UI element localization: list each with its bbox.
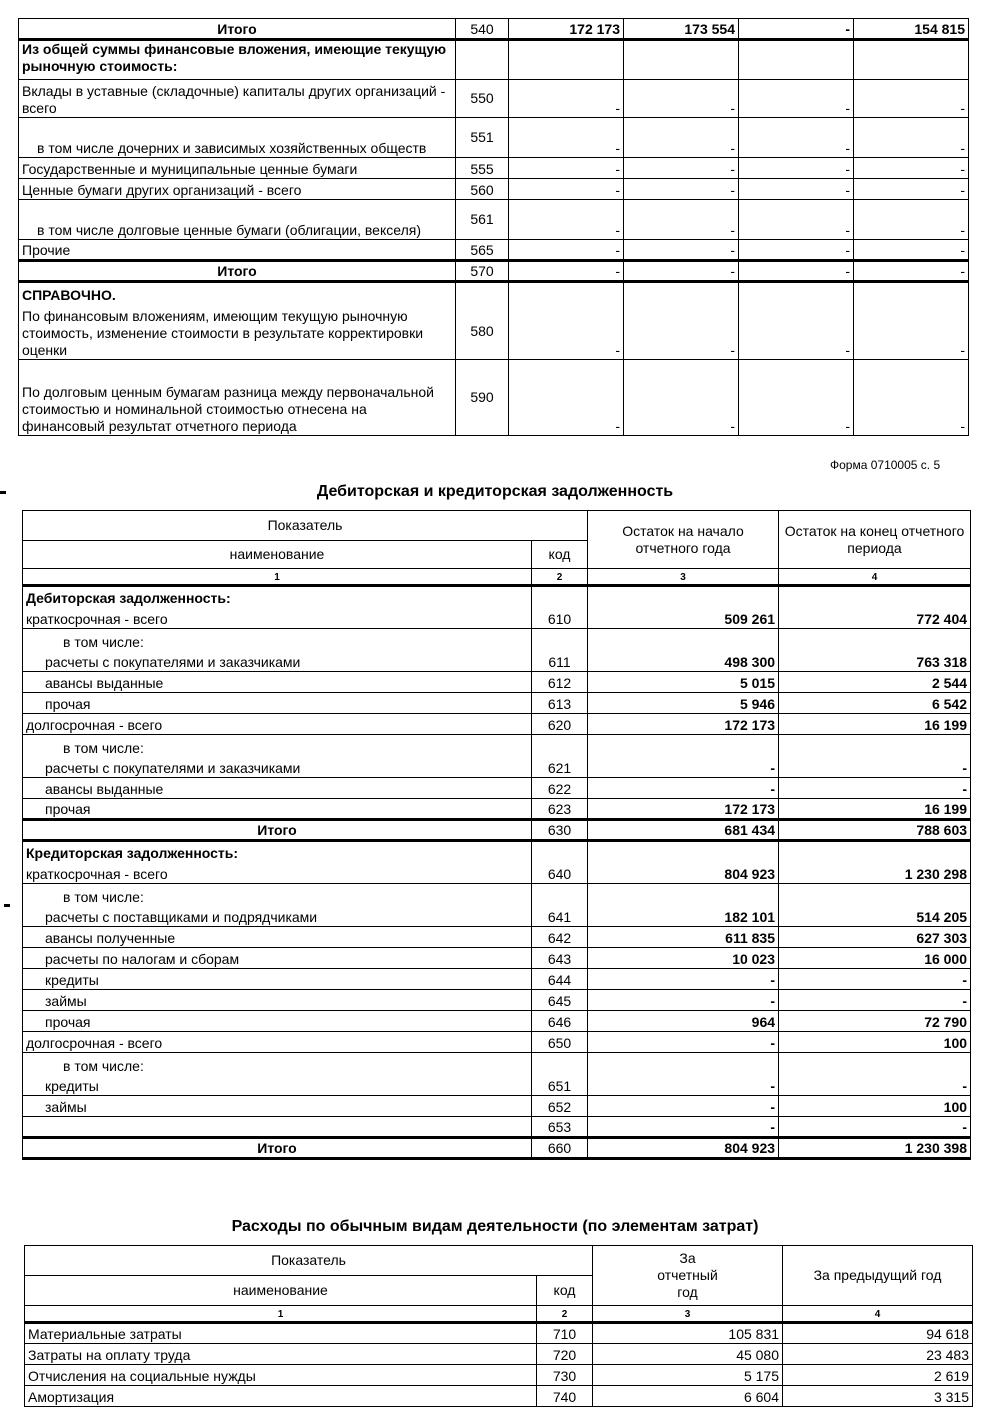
row-value-end: 763 318: [779, 651, 971, 672]
row-code: 650: [532, 1032, 588, 1053]
row-value: -: [739, 240, 854, 261]
row-value-start: 804 923: [588, 862, 779, 884]
row-value-start: -: [588, 1032, 779, 1053]
row-value: -: [739, 360, 854, 436]
row-value: -: [624, 118, 739, 158]
row-value-current: 6 604: [593, 1386, 783, 1407]
row-value: -: [509, 200, 624, 240]
row-code: 652: [532, 1096, 588, 1117]
row-value: -: [624, 261, 739, 282]
row-name: По долговым ценным бумагам разница между первоначальной стоимостью и номинальной стоимостью отнесена на финансовый результат отчетного периода: [19, 360, 456, 436]
row-value: -: [739, 179, 854, 200]
row-name: в том числе:: [23, 1053, 532, 1075]
row-value-start: 172 173: [588, 714, 779, 735]
row-code: 551: [456, 118, 509, 158]
table-row: [23, 884, 971, 906]
row-value-current: 105 831: [593, 1323, 783, 1344]
row-code: 611: [532, 651, 588, 672]
row-code: 590: [456, 360, 509, 436]
column-number: 4: [779, 569, 971, 586]
header-indicator: Показатель: [25, 1246, 593, 1276]
row-code: 612: [532, 672, 588, 693]
table-row: [23, 714, 971, 735]
table-row: [23, 906, 971, 927]
row-code: 630: [532, 820, 588, 841]
table-row: [23, 629, 971, 651]
row-value-end: [779, 735, 971, 757]
column-number: 3: [588, 569, 779, 586]
row-name: прочая: [23, 799, 532, 820]
row-name: СПРАВОЧНО.: [19, 282, 456, 304]
row-value: -: [739, 261, 854, 282]
row-value-start: -: [588, 778, 779, 799]
column-number: 3: [593, 1306, 783, 1323]
row-code: 620: [532, 714, 588, 735]
row-value: -: [509, 360, 624, 436]
row-value: -: [509, 158, 624, 179]
row-value-start: -: [588, 969, 779, 990]
header-row: [25, 1246, 973, 1276]
row-name: краткосрочная - всего: [23, 607, 532, 629]
table-row: [23, 1075, 971, 1096]
row-value-current: 45 080: [593, 1344, 783, 1365]
row-value: 154 815: [854, 19, 969, 40]
table-row: [23, 1053, 971, 1075]
table-row: [19, 158, 969, 179]
row-code: [532, 841, 588, 862]
row-value-end: 2 544: [779, 672, 971, 693]
row-name: Из общей суммы финансовые вложения, имеющие текущую рыночную стоимость:: [19, 40, 456, 80]
row-name: авансы полученные: [23, 927, 532, 948]
row-code: [532, 884, 588, 906]
row-code: 561: [456, 200, 509, 240]
row-value: -: [739, 200, 854, 240]
table-row: [23, 1011, 971, 1032]
row-name: краткосрочная - всего: [23, 862, 532, 884]
row-value: -: [509, 118, 624, 158]
row-value-end: 1 230 298: [779, 862, 971, 884]
row-code: 622: [532, 778, 588, 799]
row-code: 565: [456, 240, 509, 261]
row-code: 580: [456, 304, 509, 360]
row-value: -: [509, 240, 624, 261]
expenses-table: [24, 1245, 973, 1407]
row-value-start: [588, 841, 779, 862]
row-value-start: -: [588, 1117, 779, 1138]
margin-mark: [4, 904, 10, 907]
row-name: Итого: [23, 820, 532, 841]
header-start: Остаток на начало отчетного года: [588, 511, 779, 569]
row-name: займы: [23, 990, 532, 1011]
header-current: За отчетный год: [593, 1246, 783, 1306]
header-code: код: [537, 1276, 593, 1306]
margin-mark: [0, 491, 6, 494]
row-value-start: [588, 1053, 779, 1075]
section-title: Дебиторская и кредиторская задолженность: [316, 483, 674, 500]
table-row: [23, 672, 971, 693]
header-row: [23, 511, 971, 541]
row-value-end: [779, 629, 971, 651]
row-name: кредиты: [23, 969, 532, 990]
row-name: прочая: [23, 1011, 532, 1032]
row-name: Дебиторская задолженность:: [23, 586, 532, 607]
header-previous: За предыдущий год: [783, 1246, 973, 1306]
row-code: 641: [532, 906, 588, 927]
row-value-start: -: [588, 990, 779, 1011]
row-value: -: [509, 304, 624, 360]
row-code: 645: [532, 990, 588, 1011]
row-value-end: 100: [779, 1032, 971, 1053]
row-value-end: 16 199: [779, 714, 971, 735]
row-value-start: 5 946: [588, 693, 779, 714]
table-row: [23, 948, 971, 969]
table-row: [23, 927, 971, 948]
receivables-payables-table: [22, 510, 971, 1160]
row-name: Государственные и муниципальные ценные бумаги: [19, 158, 456, 179]
row-value-previous: 2 619: [783, 1365, 973, 1386]
row-value: -: [739, 19, 854, 40]
header-indicator: Показатель: [23, 511, 588, 541]
row-value-end: 788 603: [779, 820, 971, 841]
row-code: 730: [537, 1365, 593, 1386]
row-name: в том числе:: [23, 629, 532, 651]
financial-investments-table: [18, 18, 969, 436]
column-number: 4: [783, 1306, 973, 1323]
row-name: Амортизация: [25, 1386, 537, 1407]
column-numbers-row: [23, 569, 971, 586]
row-value-start: 509 261: [588, 607, 779, 629]
row-value-start: 611 835: [588, 927, 779, 948]
row-name: Вклады в уставные (складочные) капиталы других организаций - всего: [19, 80, 456, 118]
header-end: Остаток на конец отчетного периода: [779, 511, 971, 569]
row-name: расчеты с покупателями и заказчиками: [23, 757, 532, 778]
row-value-start: [588, 735, 779, 757]
row-value: -: [624, 158, 739, 179]
row-name: авансы выданные: [23, 672, 532, 693]
table-row: [23, 607, 971, 629]
row-code: 720: [537, 1344, 593, 1365]
row-code: [532, 586, 588, 607]
table-row: [23, 735, 971, 757]
row-code: 640: [532, 862, 588, 884]
row-value: -: [624, 240, 739, 261]
table-row: [23, 693, 971, 714]
row-value: -: [739, 118, 854, 158]
row-name: долгосрочная - всего: [23, 714, 532, 735]
table-row: [19, 200, 969, 240]
row-value-start: -: [588, 757, 779, 778]
row-value-end: 514 205: [779, 906, 971, 927]
table-row: [19, 360, 969, 436]
row-name: Ценные бумаги других организаций - всего: [19, 179, 456, 200]
row-value: -: [624, 200, 739, 240]
row-value-start: 804 923: [588, 1138, 779, 1159]
row-value-end: -: [779, 1117, 971, 1138]
row-code: 710: [537, 1323, 593, 1344]
row-value-start: 10 023: [588, 948, 779, 969]
row-name: Итого: [19, 261, 456, 282]
table-row: [23, 841, 971, 862]
row-code: 560: [456, 179, 509, 200]
row-value-end: [779, 586, 971, 607]
row-value-start: [588, 884, 779, 906]
row-name: прочая: [23, 693, 532, 714]
row-value: -: [854, 118, 969, 158]
row-code: 643: [532, 948, 588, 969]
row-value: -: [509, 261, 624, 282]
table-row: [25, 1344, 973, 1365]
row-code: 555: [456, 158, 509, 179]
row-name: Кредиторская задолженность:: [23, 841, 532, 862]
row-value: -: [854, 261, 969, 282]
column-number: 1: [23, 569, 532, 586]
table-row: [25, 1365, 973, 1386]
row-value: -: [854, 304, 969, 360]
row-value-previous: 23 483: [783, 1344, 973, 1365]
row-value-start: [588, 586, 779, 607]
table-row: [19, 40, 969, 80]
table-row: [23, 778, 971, 799]
row-code: 653: [532, 1117, 588, 1138]
row-code: 642: [532, 927, 588, 948]
table-row: [23, 820, 971, 841]
table-row: [19, 261, 969, 282]
row-value-previous: 94 618: [783, 1323, 973, 1344]
row-value-end: -: [779, 969, 971, 990]
row-value: -: [624, 304, 739, 360]
row-name: расчеты с покупателями и заказчиками: [23, 651, 532, 672]
header-code: код: [532, 541, 588, 569]
row-value-start: 182 101: [588, 906, 779, 927]
table-row: [19, 19, 969, 40]
row-value: 172 173: [509, 19, 624, 40]
row-code: 646: [532, 1011, 588, 1032]
row-value: -: [509, 179, 624, 200]
row-name: Отчисления на социальные нужды: [25, 1365, 537, 1386]
row-name: в том числе долговые ценные бумаги (облигации, векселя): [19, 200, 456, 240]
table-row: [23, 862, 971, 884]
table-row: [19, 118, 969, 158]
table-row: [19, 179, 969, 200]
row-name: расчеты с поставщиками и подрядчиками: [23, 906, 532, 927]
table-row: [23, 651, 971, 672]
row-name: Итого: [23, 1138, 532, 1159]
row-name: расчеты по налогам и сборам: [23, 948, 532, 969]
row-value: -: [624, 179, 739, 200]
row-name: в том числе:: [23, 735, 532, 757]
row-name: Материальные затраты: [25, 1323, 537, 1344]
row-value: -: [854, 360, 969, 436]
row-name: По финансовым вложениям, имеющим текущую рыночную стоимость, изменение стоимости в результате корректировки оценки: [19, 304, 456, 360]
table-row: [23, 586, 971, 607]
row-value-end: [779, 884, 971, 906]
row-code: 621: [532, 757, 588, 778]
table-row: [25, 1323, 973, 1344]
row-value-end: [779, 841, 971, 862]
row-code: 623: [532, 799, 588, 820]
row-value-previous: 3 315: [783, 1386, 973, 1407]
row-value: -: [854, 240, 969, 261]
row-value-end: 16 000: [779, 948, 971, 969]
row-name: долгосрочная - всего: [23, 1032, 532, 1053]
column-number: 1: [25, 1306, 537, 1323]
row-value-end: 772 404: [779, 607, 971, 629]
table-row: [19, 240, 969, 261]
row-value-start: -: [588, 1096, 779, 1117]
row-code: [532, 1053, 588, 1075]
row-value-current: 5 175: [593, 1365, 783, 1386]
row-name: [23, 1117, 532, 1138]
column-number: 2: [537, 1306, 593, 1323]
row-name: авансы выданные: [23, 778, 532, 799]
row-code: 550: [456, 80, 509, 118]
row-value-end: 6 542: [779, 693, 971, 714]
row-code: 570: [456, 261, 509, 282]
row-code: 740: [537, 1386, 593, 1407]
row-value-end: -: [779, 778, 971, 799]
row-value-end: 100: [779, 1096, 971, 1117]
row-value: -: [854, 158, 969, 179]
row-value-start: -: [588, 1075, 779, 1096]
column-numbers-row: [25, 1306, 973, 1323]
column-number: 2: [532, 569, 588, 586]
row-name: Затраты на оплату труда: [25, 1344, 537, 1365]
header-name: наименование: [23, 541, 532, 569]
row-value: -: [854, 80, 969, 118]
row-value: -: [854, 179, 969, 200]
row-name: кредиты: [23, 1075, 532, 1096]
row-value-end: -: [779, 1075, 971, 1096]
row-value-end: -: [779, 990, 971, 1011]
row-value-end: 627 303: [779, 927, 971, 948]
row-name: займы: [23, 1096, 532, 1117]
row-value-start: 498 300: [588, 651, 779, 672]
row-value-start: 964: [588, 1011, 779, 1032]
row-value-start: 681 434: [588, 820, 779, 841]
form-label: Форма 0710005 с. 5: [830, 458, 941, 472]
row-code: 613: [532, 693, 588, 714]
row-name: в том числе дочерних и зависимых хозяйственных обществ: [19, 118, 456, 158]
table-row: [23, 1032, 971, 1053]
row-value: -: [739, 158, 854, 179]
table-row: [23, 969, 971, 990]
row-value: -: [739, 304, 854, 360]
row-code: 610: [532, 607, 588, 629]
table-row: [19, 304, 969, 360]
table-row: [23, 990, 971, 1011]
table-row: [19, 282, 969, 304]
row-value-end: 16 199: [779, 799, 971, 820]
table-row: [23, 1138, 971, 1159]
row-name: в том числе:: [23, 884, 532, 906]
row-name: Итого: [19, 19, 456, 40]
row-value-start: 5 015: [588, 672, 779, 693]
table-row: [23, 1096, 971, 1117]
table-row: [19, 80, 969, 118]
row-code: 540: [456, 19, 509, 40]
row-value: -: [624, 80, 739, 118]
table-row: [25, 1386, 973, 1407]
row-code: 651: [532, 1075, 588, 1096]
table-row: [23, 1117, 971, 1138]
row-value: -: [739, 80, 854, 118]
row-value-end: 72 790: [779, 1011, 971, 1032]
header-name: наименование: [25, 1276, 537, 1306]
row-value: -: [854, 200, 969, 240]
row-value: -: [509, 80, 624, 118]
table-row: [23, 799, 971, 820]
row-value-end: 1 230 398: [779, 1138, 971, 1159]
row-value-start: 172 173: [588, 799, 779, 820]
row-code: 644: [532, 969, 588, 990]
row-name: Прочие: [19, 240, 456, 261]
row-value-end: [779, 1053, 971, 1075]
row-value: 173 554: [624, 19, 739, 40]
row-value-end: -: [779, 757, 971, 778]
row-value: -: [624, 360, 739, 436]
row-code: [532, 735, 588, 757]
row-code: [532, 629, 588, 651]
row-value-start: [588, 629, 779, 651]
table-row: [23, 757, 971, 778]
row-code: 660: [532, 1138, 588, 1159]
section-title: Расходы по обычным видам деятельности (по элементам затрат): [231, 1218, 759, 1235]
